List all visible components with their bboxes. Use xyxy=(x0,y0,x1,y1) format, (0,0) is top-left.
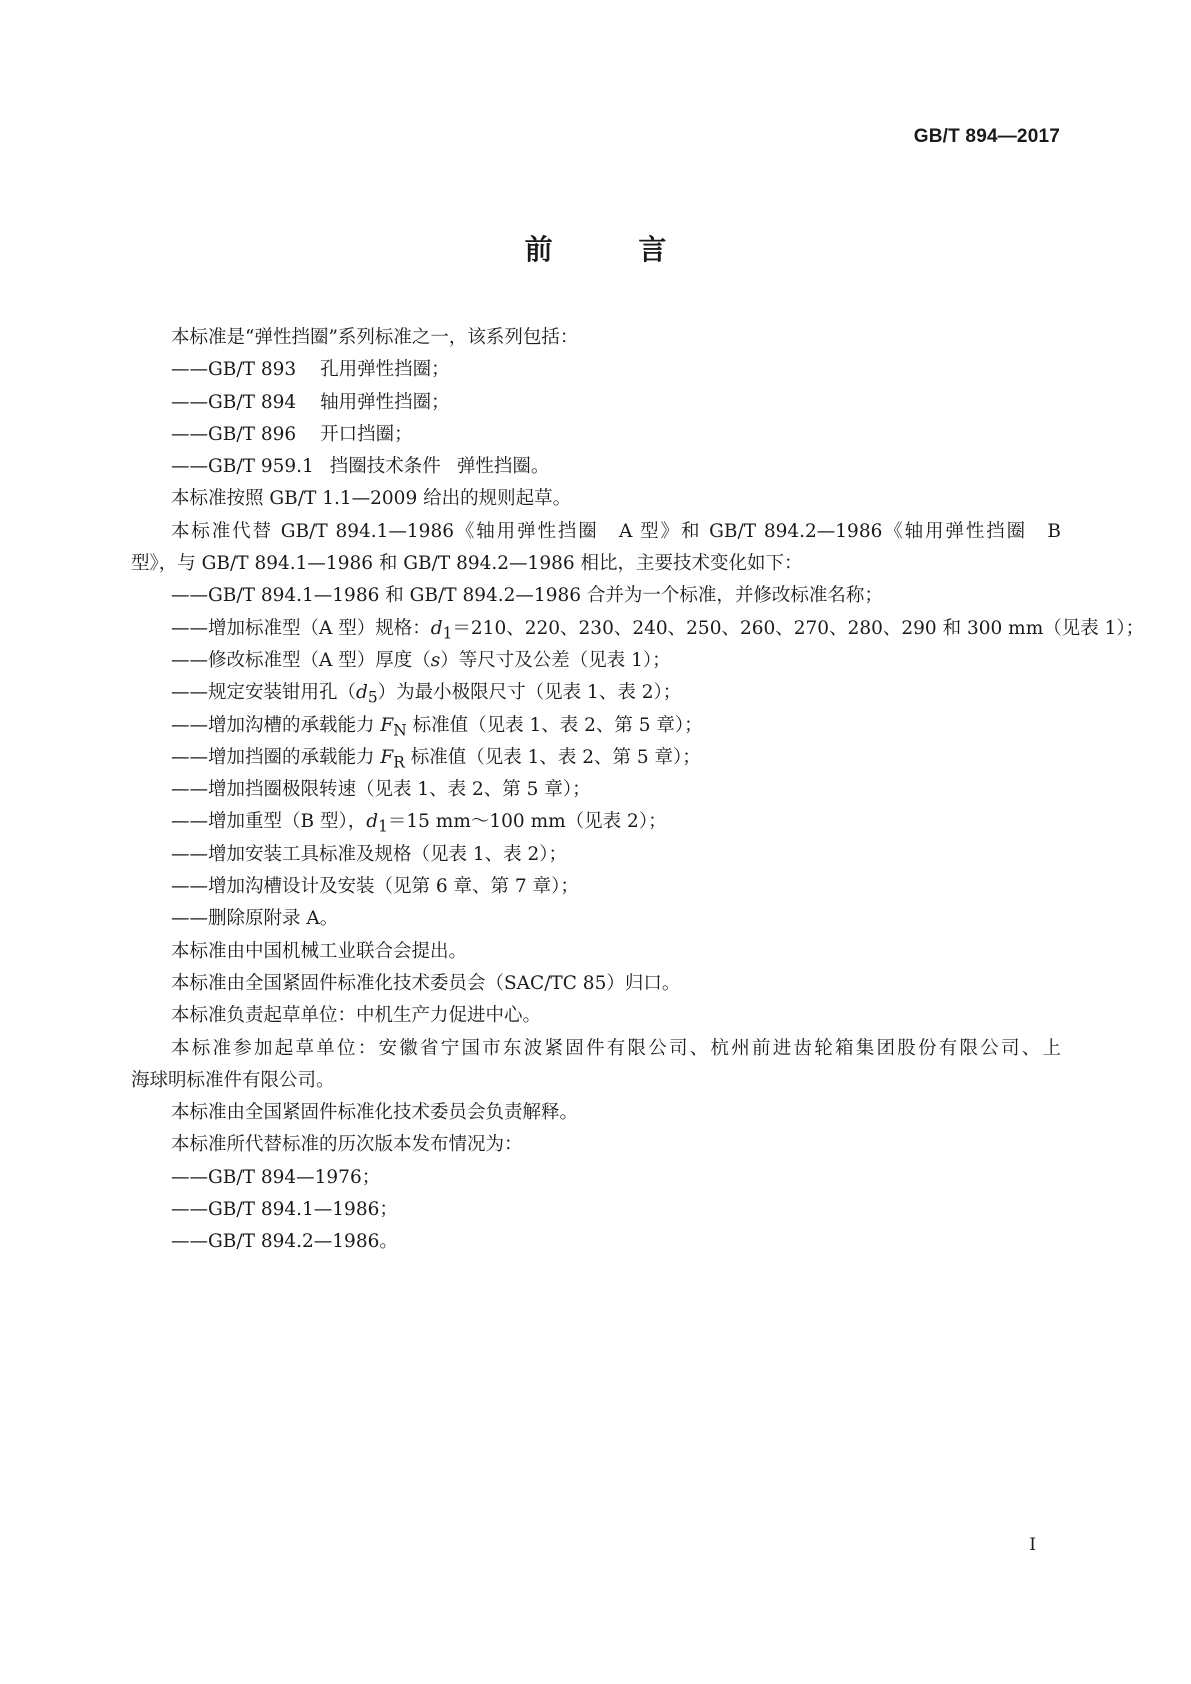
list-item-gbt896 xyxy=(131,419,1061,451)
change-item-add-sizes: ——增加标准型（A 型）规格：$d_1=210$、220、230、240、250、260、270、280、290 和 300 mm（见表 1）； xyxy=(171,617,1145,643)
list-item-gbt959 xyxy=(131,451,1061,483)
paragraph-proposed-by: 本标准由中国机械工业联合会提出。 xyxy=(171,940,468,962)
list-item-code: ——GB/T 894 xyxy=(171,391,297,413)
paragraph-participants-cont: 海球明标准件有限公司。 xyxy=(131,1069,335,1091)
list-item-name: 轴用弹性挡圈； xyxy=(320,391,450,413)
change-item-ring-capacity: ——增加挡圈的承载能力 $F_R$ 标准值（见表 1、表 2、第 5 章）； xyxy=(171,746,701,772)
change-item-plier-hole: ——规定安装钳用孔$(d_5)$为最小极限尺寸（见表 1、表 2）； xyxy=(171,682,682,707)
change-item-speed: ——增加挡圈极限转速（见表 1、表 2、第 5 章）； xyxy=(171,779,591,801)
paragraph-replaces-cont: 型》，与 GB/T 894.1—1986 和 GB/T 894.2—1986 相比，主要技术变化如下： xyxy=(131,553,803,575)
page-number: I xyxy=(1029,1535,1036,1555)
change-item-heavy-type: ——增加重型（B 型），$d_1=15$ mm～100 mm（见表 2）； xyxy=(171,811,667,837)
list-item-code: ——GB/T 959.1 xyxy=(171,456,314,478)
symbol-d: d xyxy=(430,617,443,639)
symbol-d: d xyxy=(356,682,368,704)
change-item-thickness: ——修改标准型（A 型）厚度（s）等尺寸及公差（见表 1）； xyxy=(171,649,671,671)
list-item-code: ——GB/T 896 xyxy=(171,423,297,445)
symbol-f: F xyxy=(380,746,394,768)
list-item-gbt894 xyxy=(131,387,1061,419)
list-item-code: ——GB/T 893 xyxy=(171,359,297,381)
change-item-delete-annex: ——删除原附录 A。 xyxy=(171,908,339,930)
paragraph-replaces: 本标准代替 GB/T 894.1—1986《轴用弹性挡圈 A 型》和 GB/T 894.2—1986《轴用弹性挡圈 B xyxy=(171,520,1061,542)
change-item-groove-capacity: ——增加沟槽的承载能力 $F_N$ 标准值（见表 1、表 2、第 5 章）； xyxy=(171,714,703,740)
paragraph-participants: 本标准参加起草单位：安徽省宁国市东波紧固件有限公司、杭州前进齿轮箱集团股份有限公司、上 xyxy=(171,1037,1061,1059)
foreword-body xyxy=(131,322,1145,1259)
standard-code: GB/T 894—2017 xyxy=(913,126,1060,147)
paragraph-intro: 本标准是“弹性挡圈”系列标准之一，该系列包括： xyxy=(171,327,579,348)
paragraph-drafting-rules: 本标准按照 GB/T 1.1—2009 给出的规则起草。 xyxy=(171,488,572,510)
paragraph-interpretation: 本标准由全国紧固件标准化技术委员会负责解释。 xyxy=(171,1102,579,1124)
change-item-merge: ——GB/T 894.1—1986 和 GB/T 894.2—1986 合并为一个标准，并修改标准名称； xyxy=(171,585,883,607)
paragraph-committee: 本标准由全国紧固件标准化技术委员会（SAC/TC 85）归口。 xyxy=(171,972,681,994)
list-item-gbt893 xyxy=(131,354,1061,386)
page-title: 前 言 xyxy=(524,233,705,266)
paragraph-lead-drafter: 本标准负责起草单位：中机生产力促进中心。 xyxy=(171,1005,542,1027)
symbol-s: s xyxy=(430,649,441,671)
symbol-d: d xyxy=(366,811,379,833)
list-item-name: 开口挡圈； xyxy=(320,423,413,445)
list-item-name: 挡圈技术条件 xyxy=(329,456,441,478)
history-item: ——GB/T 894.2—1986。 xyxy=(171,1231,398,1253)
history-item: ——GB/T 894.1—1986； xyxy=(171,1199,398,1221)
history-item: ——GB/T 894—1976； xyxy=(171,1166,381,1188)
symbol-f: F xyxy=(380,714,394,736)
change-item-groove-design: ——增加沟槽设计及安装（见第 6 章、第 7 章）； xyxy=(171,876,579,898)
list-item-name-2: 弹性挡圈。 xyxy=(456,456,550,478)
paragraph-history: 本标准所代替标准的历次版本发布情况为： xyxy=(171,1134,523,1156)
list-item-name: 孔用弹性挡圈； xyxy=(320,359,450,381)
change-item-tools: ——增加安装工具标准及规格（见表 1、表 2）； xyxy=(171,843,568,865)
